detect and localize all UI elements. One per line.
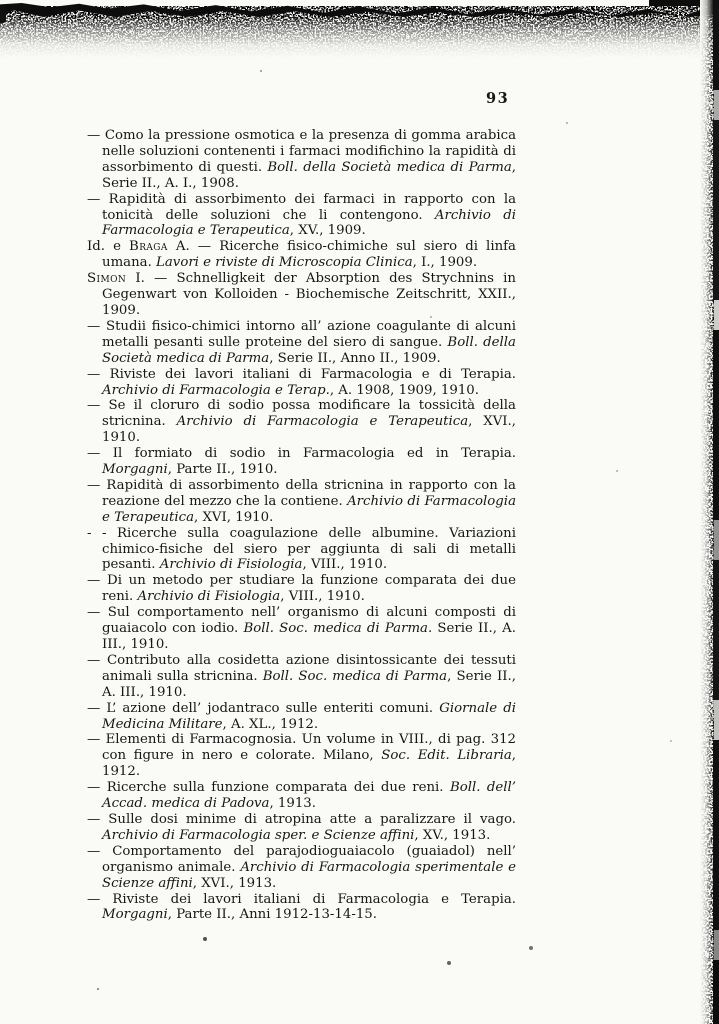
entry-text: , XV., 1909. (289, 223, 366, 239)
entry-text: , XV., 1913. (414, 827, 491, 843)
bibliography-entry (87, 780, 516, 812)
entry-text: , A. XL., 1912. (222, 716, 319, 732)
entry-text: , Parte II., 1910. (167, 462, 278, 478)
bibliography-entry (87, 844, 516, 892)
entry-text: — Il formiato di sodio in Farmacologia ed in Terapia. (87, 446, 516, 462)
entry-text: , A. 1908, 1909, 1910. (329, 382, 479, 398)
entry-text: - - Ricerche sulla coagulazione delle albumine. Variazioni chimico-fisiche del siero per aggiunta di sali di metalli pesanti. (87, 525, 516, 573)
entry-text: — Como la pressione osmotica e la presenza di gomma arabica nelle soluzioni contenenti i farmaci modifichino la rapidità di assorbimento di questi. (87, 128, 516, 175)
bibliography-list (87, 128, 516, 923)
journal-title: Boll. della Società medica di Parma (102, 334, 516, 366)
entry-text: Simon (87, 271, 127, 287)
journal-title: Morgagni (102, 462, 168, 478)
bibliography-entry (87, 605, 516, 653)
entry-text: I. — Schnelligkeit der Absorption des Strychnins in Gegenwart von Kolloiden - Biochemische Zeitschritt, XXII., 1909. (102, 271, 516, 318)
bibliography-entry (87, 478, 516, 526)
journal-title: Boll. dell’ Accad. medica di Padova (102, 780, 516, 812)
scan-right-edge (713, 0, 719, 1024)
entry-text: , Serie II., A. III., 1910. (102, 668, 516, 700)
entry-text: Braga (129, 239, 168, 255)
journal-title: Archivio di Farmacologia e Terapeutica (176, 414, 469, 430)
entry-text: Id. e (87, 239, 130, 255)
entry-text: — Elementi di Farmacognosia. Un volume in VIII., di pag. 312 con figure in nero e colorate. Milano, (87, 732, 516, 764)
journal-title: Archivio di Farmacologia e Terap. (102, 382, 330, 398)
bibliography-entry (87, 892, 516, 924)
bibliography-entry (87, 812, 516, 844)
bibliography-entry (87, 398, 516, 446)
bibliography-entry (87, 526, 516, 574)
scan-noise-fade (0, 16, 719, 58)
bibliography-entry (87, 446, 516, 478)
entry-text: — Comportamento del parajodioguaiacolo (guaiadol) nell’ organismo animale. (87, 843, 516, 875)
bibliography-entry (87, 732, 516, 780)
bibliography-entry (87, 192, 516, 240)
journal-title: Archivio di Farmacologia e Terapeutica (102, 207, 517, 239)
page-number: 93 (486, 90, 510, 107)
entry-text: , I., 1909. (412, 255, 478, 271)
scan-noise-right-fade (700, 0, 714, 1024)
entry-text: , XVI, 1910. (194, 509, 274, 525)
entry-text: — Se il cloruro di sodio possa modificare la tossicità della stricnina. (87, 398, 516, 430)
bibliography-entry (87, 239, 516, 271)
entry-text: , 1912. (102, 748, 516, 780)
bibliography-entry (87, 573, 516, 605)
entry-text: — L’ azione dell’ jodantraco sulle enteriti comuni. (87, 700, 440, 716)
journal-title: Archivio di Farmacologia sper. e Scienze affini (102, 827, 415, 843)
journal-title: Morgagni (102, 907, 168, 923)
entry-text: — Sul comportamento nell’ organismo di alcuni composti di guaiacolo con iodio. (87, 605, 516, 637)
entry-text: , XVI., 1913. (192, 875, 277, 891)
bibliography-entry (87, 701, 516, 733)
journal-title: Archivio di Farmacologia sperimentale e Scienze affini (102, 859, 517, 891)
entry-text: , Serie II., A. I., 1908. (102, 159, 516, 191)
entry-text: — Contributo alla cosidetta azione disintossicante dei tessuti animali sulla stricnina. (87, 652, 516, 684)
entry-text: , VIII., 1910. (302, 557, 388, 573)
entry-text: , VIII., 1910. (280, 589, 365, 605)
scan-left-notch (0, 7, 6, 23)
bibliography-entry (87, 271, 516, 319)
scan-specks (0, 0, 2, 2)
journal-title: Soc. Edit. Libraria (381, 748, 512, 764)
entry-text: , Serie II., Anno II., 1909. (269, 350, 441, 366)
bibliography-entry (87, 128, 516, 192)
journal-title: Archivio di Fisiologia (137, 589, 281, 605)
entry-text: — Studii fisico-chimici intorno all’ azione coagulante di alcuni metalli pesanti sulle proteine del siero di sangue. (87, 318, 516, 350)
journal-title: Lavori e riviste di Microscopia Clinica (156, 255, 413, 271)
entry-text: Serie II., A. III., 1910. (102, 621, 516, 652)
bibliography-entry (87, 367, 516, 399)
entry-text: , Parte II., Anni 1912-13-14-15. (167, 907, 377, 923)
journal-title: Archivio di Farmacologia e Terapeutica (102, 493, 516, 525)
entry-text: , XVI., 1910. (102, 414, 517, 446)
bibliography-entry (87, 319, 516, 367)
scan-top-edge (0, 3, 719, 17)
bibliography-entry (87, 653, 516, 701)
entry-text: , 1913. (269, 796, 316, 812)
entry-text: — Ricerche sulla funzione comparata dei due reni. (87, 780, 450, 796)
entry-text: — Rapidità di assorbimento della stricnina in rapporto con la reazione del mezzo che la contiene. (87, 477, 516, 509)
entry-text: A. — Ricerche fisico-chimiche sul siero di linfa umana. (102, 239, 516, 271)
journal-title: Boll. della Società medica di Parma (267, 159, 512, 175)
journal-title: Archivio di Fisiologia (159, 557, 303, 573)
entry-text: — Riviste dei lavori italiani di Farmacologia e di Terapia. (87, 366, 516, 382)
journal-title: Giornale di Medicina Militare (102, 700, 516, 732)
entry-text: — Sulle dosi minime di atropina atte a paralizzare il vago. (87, 811, 516, 827)
journal-title: Boll. Soc. medica di Parma (262, 668, 448, 684)
entry-text: — Di un metodo per studiare la funzione comparata dei due reni. (87, 573, 516, 605)
entry-text: — Riviste dei lavori italiani di Farmacologia e Terapia. (87, 891, 516, 907)
journal-title: Boll. Soc. medica di Parma. (243, 621, 433, 637)
entry-text: — Rapidità di assorbimento dei farmaci in rapporto con la tonicità delle soluzioni che li contengono. (87, 191, 516, 223)
